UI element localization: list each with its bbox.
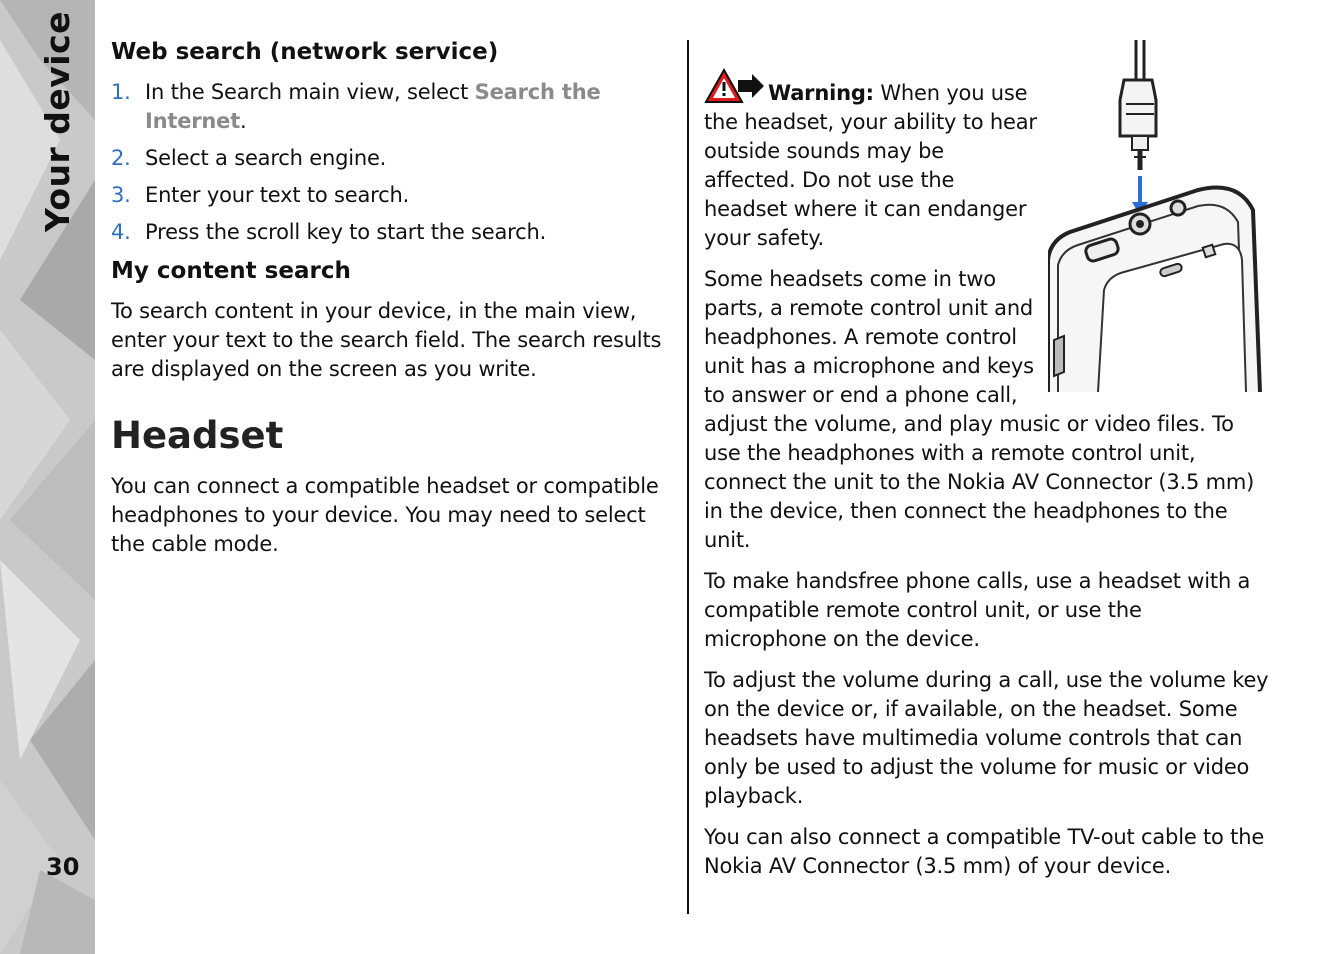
step-number: 4.	[111, 220, 131, 244]
web-search-steps	[111, 78, 677, 247]
warning-icon	[704, 68, 766, 106]
content-search-body: To search content in your device, in the main view, enter your text to the search field. The search results are displayed on the screen as you write.	[111, 299, 662, 381]
headset-connector-illustration	[1048, 40, 1270, 392]
web-search-heading: Web search (network service)	[111, 39, 499, 65]
column-divider	[687, 40, 689, 914]
step-number: 2.	[111, 146, 131, 170]
step-text: In the Search main view, select	[145, 80, 475, 104]
step-text: Press the scroll key to start the search.	[145, 220, 547, 244]
ui-term: Search the Internet	[145, 80, 601, 133]
list-item	[111, 78, 677, 136]
section-label: Your device	[38, 10, 77, 232]
headset-title: Headset	[111, 414, 284, 457]
step-text-end: .	[240, 109, 247, 133]
step-number: 3.	[111, 183, 131, 207]
sidebar-band	[0, 0, 95, 954]
left-column	[111, 36, 677, 571]
step-text: Enter your text to search.	[145, 183, 410, 207]
content-search-heading: My content search	[111, 258, 351, 284]
headset-parts-paragraph: Some headsets come in two parts, a remote control unit and headphones. A remote control unit has a microphone and keys to answer or end a phone call, adjust the volume, and play music or video files. To use the headphones with a remote control unit, connect the unit to the Nokia AV Connector (3.5 mm) in the device, then connect the headphones to the unit.	[704, 267, 1255, 552]
warning-text: When you use the headset, your ability to hear outside sounds may be affected. Do not use the headset where it can endanger your safety.	[704, 81, 1037, 250]
tv-out-paragraph: You can also connect a compatible TV-out cable to the Nokia AV Connector (3.5 mm) of your device.	[704, 825, 1265, 878]
warning-label: Warning:	[768, 81, 874, 105]
volume-paragraph: To adjust the volume during a call, use the volume key on the device or, if available, on the headset. Some headsets have multimedia volume controls that can only be used to adjust the volume for music or video playback.	[704, 668, 1269, 808]
list-item	[111, 218, 677, 247]
list-item	[111, 144, 677, 173]
page-number: 30	[46, 853, 80, 881]
headset-intro: You can connect a compatible headset or compatible headphones to your device. You may need to select the cable mode.	[111, 474, 659, 556]
list-item	[111, 181, 677, 210]
step-text: Select a search engine.	[145, 146, 387, 170]
handsfree-paragraph: To make handsfree phone calls, use a headset with a compatible remote control unit, or use the microphone on the device.	[704, 569, 1251, 651]
step-number: 1.	[111, 80, 131, 104]
right-column	[704, 68, 1270, 893]
